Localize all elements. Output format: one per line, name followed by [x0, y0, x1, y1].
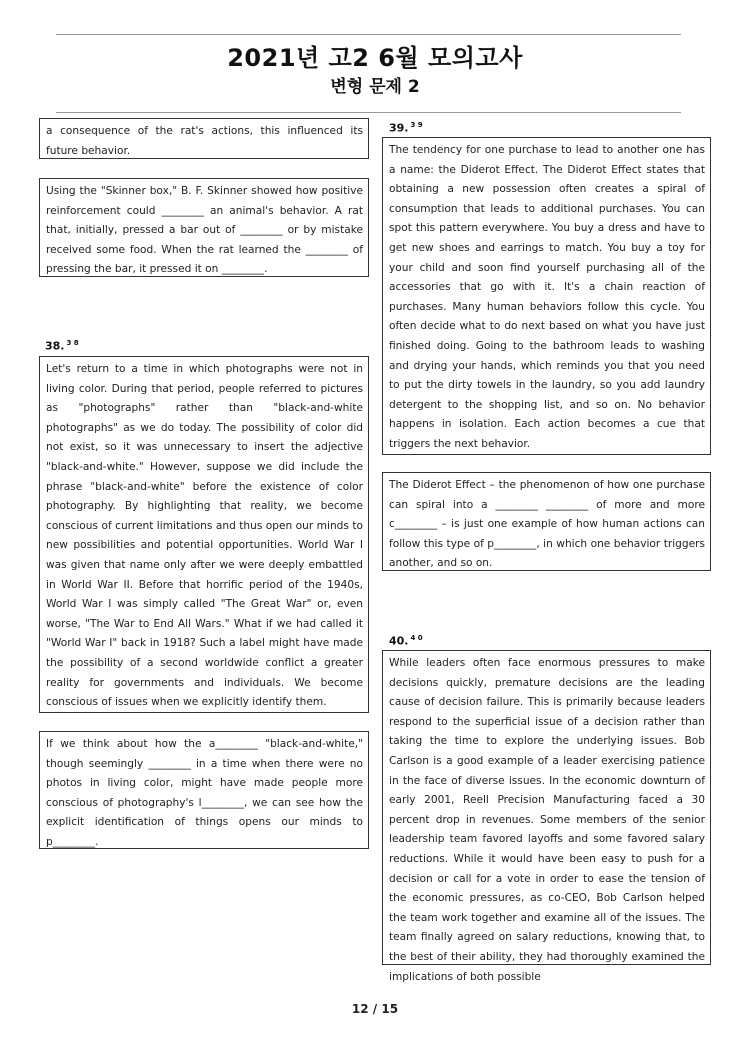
- q40-marker: 4 0: [410, 634, 423, 642]
- q40-number: [389, 634, 423, 648]
- q37-summary-box: Using the "Skinner box," B. F. Skinner showed how positive reinforcement could ________ an animal's behavior. A rat that, initially, pressed a bar out of ________ or by mistake received some food. When the rat learned the ________ of pressing the bar, it pressed it on ________.: [39, 178, 369, 277]
- q39-marker: 3 9: [410, 121, 423, 129]
- q39-number-label: 39.: [389, 121, 409, 135]
- page-title: 2021년 고2 6월 모의고사: [227, 44, 523, 72]
- q38-passage-box: Let's return to a time in which photographs were not in living color. During that period, people referred to pictures as "photographs" rather than "black-and-white photographs" as we do today. The possibility of color did not exist, so it was unnecessary to insert the adjective "black-and-white." However, suppose we did include the phrase "black-and-white" before the existence of color photography. By highlighting that reality, we become conscious of current limitations and thus open our minds to new possibilities and potential opportunities. World War I was given that name only after we were deeply embattled in World War II. Before that horrific period of the 1940s, World War I was simply called "The Great War" or, even worse, "The War to End All Wars." What if we had called it "World War I" back in 1918? Such a label might have made the possibility of a second worldwide conflict a greater reality for governments and individuals. We become conscious of issues when we explicitly identify them.: [39, 356, 369, 713]
- q39-passage-box: The tendency for one purchase to lead to another one has a name: the Diderot Effect. The Diderot Effect states that obtaining a new possession often creates a spiral of consumption that leads to additional purchases. You can spot this pattern everywhere. You buy a dress and have to get new shoes and earrings to match. You buy a toy for your child and soon find yourself purchasing all of the accessories that go with it. It's a chain reaction of purchases. Many human behaviors follow this cycle. You often decide what to do next based on what you have just finished doing. Going to the bathroom leads to washing and drying your hands, which reminds you that you need to put the dirty towels in the laundry, so you add laundry detergent to the shopping list, and so on. No behavior happens in isolation. Each action becomes a cue that triggers the next behavior.: [382, 137, 711, 455]
- page-number: 12 / 15: [351, 1002, 399, 1016]
- q40-passage-box: While leaders often face enormous pressures to make decisions quickly, premature decisions are the leading cause of decision failure. This is primarily because leaders respond to the superficial issue of a decision rather than taking the time to explore the underlying issues. Bob Carlson is a good example of a leader exercising patience in the face of diverse issues. In the economic downturn of early 2001, Reell Precision Manufacturing faced a 30 percent drop in revenues. Some members of the senior leadership team favored layoffs and some favored salary reductions. While it would have been easy to push for a decision or call for a vote in order to ease the tension of the economic pressures, as co-CEO, Bob Carlson helped the team work together and examine all of the issues. The team finally agreed on salary reductions, knowing that, to the best of their ability, they had thoroughly examined the implications of both possible: [382, 650, 711, 965]
- q39-summary-box: The Diderot Effect – the phenomenon of how one purchase can spiral into a ________ ________ of more and more c________ – is just one example of how human actions can follow this type of p________, in which one behavior triggers another, and so on.: [382, 472, 711, 571]
- q38-number-label: 38.: [45, 339, 65, 353]
- q38-marker: 3 8: [66, 339, 79, 347]
- header-bottom-rule: [56, 112, 681, 113]
- q39-number: [389, 121, 423, 135]
- q38-summary-box: If we think about how the a________ "black-and-white," though seemingly ________ in a time when there were no photos in living color, might have made people more conscious of photography's l________, we can see how the explicit identification of things opens our minds to p________.: [39, 731, 369, 849]
- page-subtitle: 변형 문제 2: [330, 77, 420, 97]
- q37-passage-continued: a consequence of the rat's actions, this influenced its future behavior.: [39, 118, 369, 159]
- header-top-rule: [56, 34, 681, 35]
- q40-number-label: 40.: [389, 634, 409, 648]
- q38-number: [45, 339, 79, 353]
